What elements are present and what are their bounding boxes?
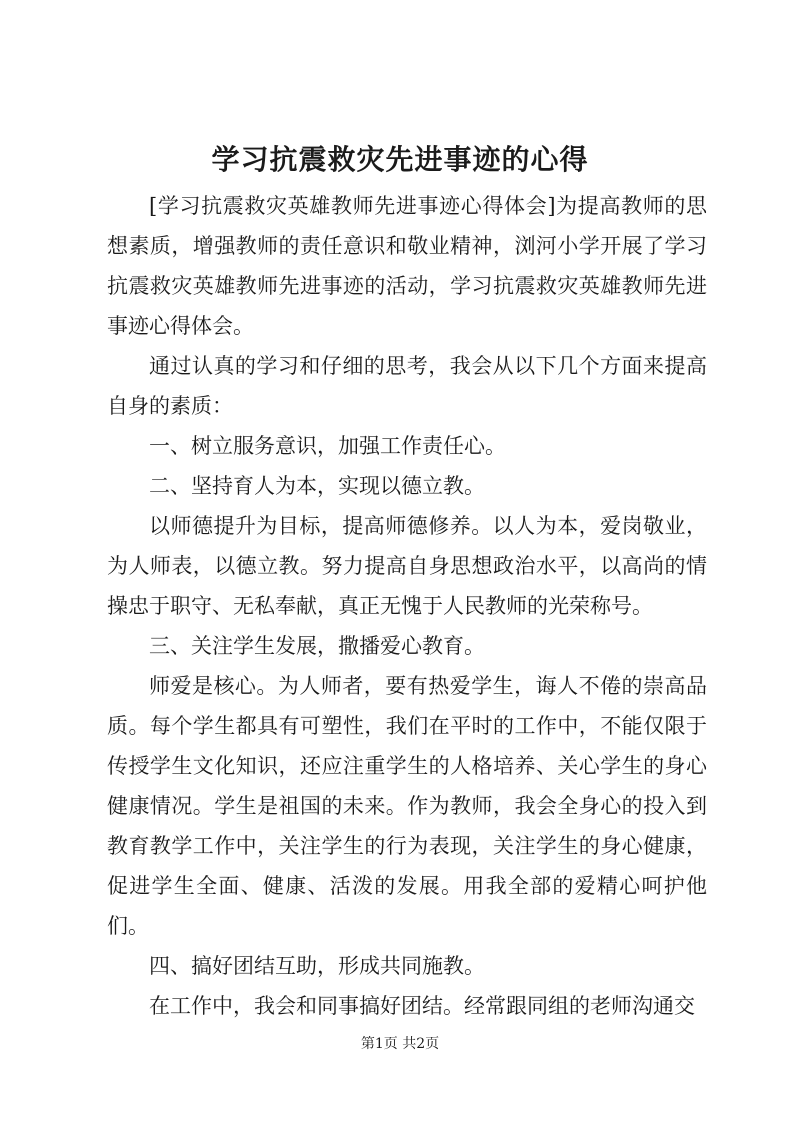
page-number: 第1页 共2页 <box>360 1036 440 1052</box>
paragraph-approach: 通过认真的学习和仔细的思考，我会从以下几个方面来提高自身的素质： <box>107 354 707 418</box>
paragraph-point-2: 以师德提升为目标，提高师德修养。以人为本，爱岗敬业，为人师表，以德立教。努力提高自身思想政治水平，以高尚的情操忠于职守、无私奉献，真正无愧于人民教师的光荣称号。 <box>107 514 707 618</box>
paragraph-point-3: 师爱是核心。为人师者，要有热爱学生，诲人不倦的崇高品质。每个学生都具有可塑性，我们在平时的工作中，不能仅限于传授学生文化知识，还应注重学生的人格培养、关心学生的身心健康情况。学生是祖国的未来。作为教师，我会全身心的投入到教育教学工作中，关注学生的行为表现，关注学生的身心健康，促进学生全面、健康、活泼的发展。用我全部的爱精心呵护他们。 <box>107 674 707 938</box>
heading-point-3: 三、关注学生发展，撒播爱心教育。 <box>149 634 485 658</box>
document-title: 学习抗震救灾先进事迹的心得 <box>211 143 589 176</box>
heading-point-4: 四、搞好团结互助，形成共同施教。 <box>149 954 485 978</box>
heading-point-1: 一、树立服务意识，加强工作责任心。 <box>149 434 506 458</box>
paragraph-point-4: 在工作中，我会和同事搞好团结。经常跟同组的老师沟通交 <box>149 994 695 1018</box>
document-body <box>107 186 707 1026</box>
heading-point-2: 二、坚持育人为本，实现以德立教。 <box>149 474 485 498</box>
paragraph-intro: [学习抗震救灾英雄教师先进事迹心得体会]为提高教师的思想素质，增强教师的责任意识和敬业精神，浏河小学开展了学习抗震救灾英雄教师先进事迹的活动，学习抗震救灾英雄教师先进事迹心得体会。 <box>107 194 707 338</box>
